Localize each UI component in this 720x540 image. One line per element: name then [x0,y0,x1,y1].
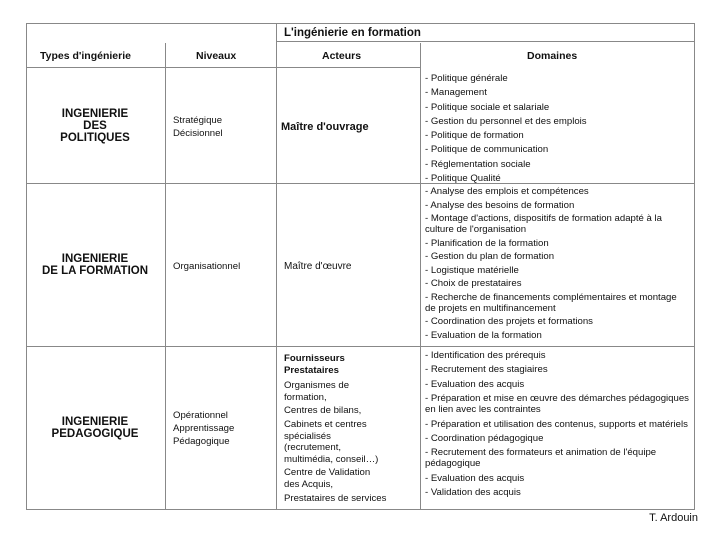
domaine-item: - Politique Qualité [425,173,501,185]
domaine-item: - Montage d'actions, dispositifs de formation adapté à la culture de l'organisation [425,213,663,235]
niveau-line: Stratégique [173,115,223,126]
domaine-item: - Planification de la formation [425,237,549,249]
table-right-border [694,23,695,510]
domaine-item: - Politique de formation [425,130,524,142]
table-top-border [26,23,695,24]
domaine-item: - Coordination des projets et formations [425,316,593,327]
type-line: INGENIERIE [61,253,129,265]
type-line: POLITIQUES [60,132,130,144]
domaine-item: - Gestion du personnel et des emplois [425,115,587,127]
acteur-item: Organismes de formation, [284,380,350,403]
table-bottom-border [26,509,695,510]
niveau-line: Décisionnel [173,128,223,139]
acteur-item: Centres de bilans, [284,405,362,417]
acteur-item: Cabinets et centres spécialisés (recrutement, multimédia, conseil…) [284,418,379,465]
niveau-line: Apprentissage [173,423,235,434]
domaine-item: - Analyse des besoins de formation [425,199,575,211]
column-divider-2 [276,23,277,510]
header-acteurs: Acteurs [322,50,362,62]
table-title: L'ingénierie en formation [284,27,421,39]
title-underline [276,41,694,42]
domaine-item: - Evaluation des acquis [425,472,525,484]
domaine-item: - Politique de communication [425,144,549,156]
type-line: DES [83,120,107,132]
niveau-formation [173,260,273,273]
domaine-item: - Gestion du plan de formation [425,251,555,262]
domaine-item: - Analyse des emplois et compétences [425,186,589,197]
column-divider-3 [420,43,421,510]
domaine-item: - Recherche de financements complémentaires et montage de projets en multifinancement [425,291,677,314]
author-credit: T. Ardouin [649,512,698,524]
niveau-line: Pédagogique [173,436,230,447]
type-line: INGENIERIE [61,108,129,120]
acteur-item: Prestataires de services [284,492,387,504]
domaine-item: - Politique générale [425,73,508,84]
domaines-pedagogique [425,350,690,498]
type-line: INGENIERIE [61,416,129,428]
type-line: DE LA FORMATION [41,265,149,277]
niveau-politiques [173,114,273,140]
domaine-item: - Evaluation de la formation [425,329,542,341]
acteur-heading: Fournisseurs Prestataires [284,353,345,376]
niveau-line: Organisationnel [173,261,241,272]
acteur-politiques: Maître d'ouvrage [281,121,369,133]
header-niveaux: Niveaux [196,50,237,62]
domaine-item: - Politique sociale et salariale [425,101,550,113]
niveau-pedagogique [173,409,273,448]
domaine-item: - Validation des acquis [425,487,521,499]
domaine-item: - Recrutement des formateurs et animation de l'équipe pédagogique [425,447,657,470]
type-pedagogique [40,416,150,440]
header-types: Types d'ingénierie [40,50,131,62]
niveau-line: Opérationnel [173,410,228,421]
type-line: PEDAGOGIQUE [51,428,139,440]
domaine-item: - Réglementation sociale [425,158,531,170]
domaine-item: - Management [425,87,487,99]
domaines-politiques [425,72,690,186]
domaine-item: - Recrutement des stagiaires [425,364,548,376]
domaine-item: - Préparation et mise en œuvre des démarches pédagogiques en lien avec les contraintes [425,393,689,416]
acteur-formation: Maître d'œuvre [284,261,352,272]
domaines-formation [425,186,690,341]
column-divider-1 [165,43,166,510]
header-separator [26,67,421,68]
domaine-item: - Logistique matérielle [425,264,519,276]
type-formation [30,253,160,277]
acteurs-pedagogique [284,353,414,504]
type-politiques [40,108,150,144]
acteur-item: Centre de Validation des Acquis, [284,467,371,490]
domaine-item: - Choix de prestataires [425,278,522,289]
domaine-item: - Coordination pédagogique [425,432,544,444]
table-left-border [26,23,27,510]
header-domaines: Domaines [527,50,578,62]
domaine-item: - Préparation et utilisation des contenus, supports et matériels [425,418,688,430]
row-separator-2 [26,346,695,347]
domaine-item: - Evaluation des acquis [425,378,525,390]
domaine-item: - Identification des prérequis [425,350,546,361]
